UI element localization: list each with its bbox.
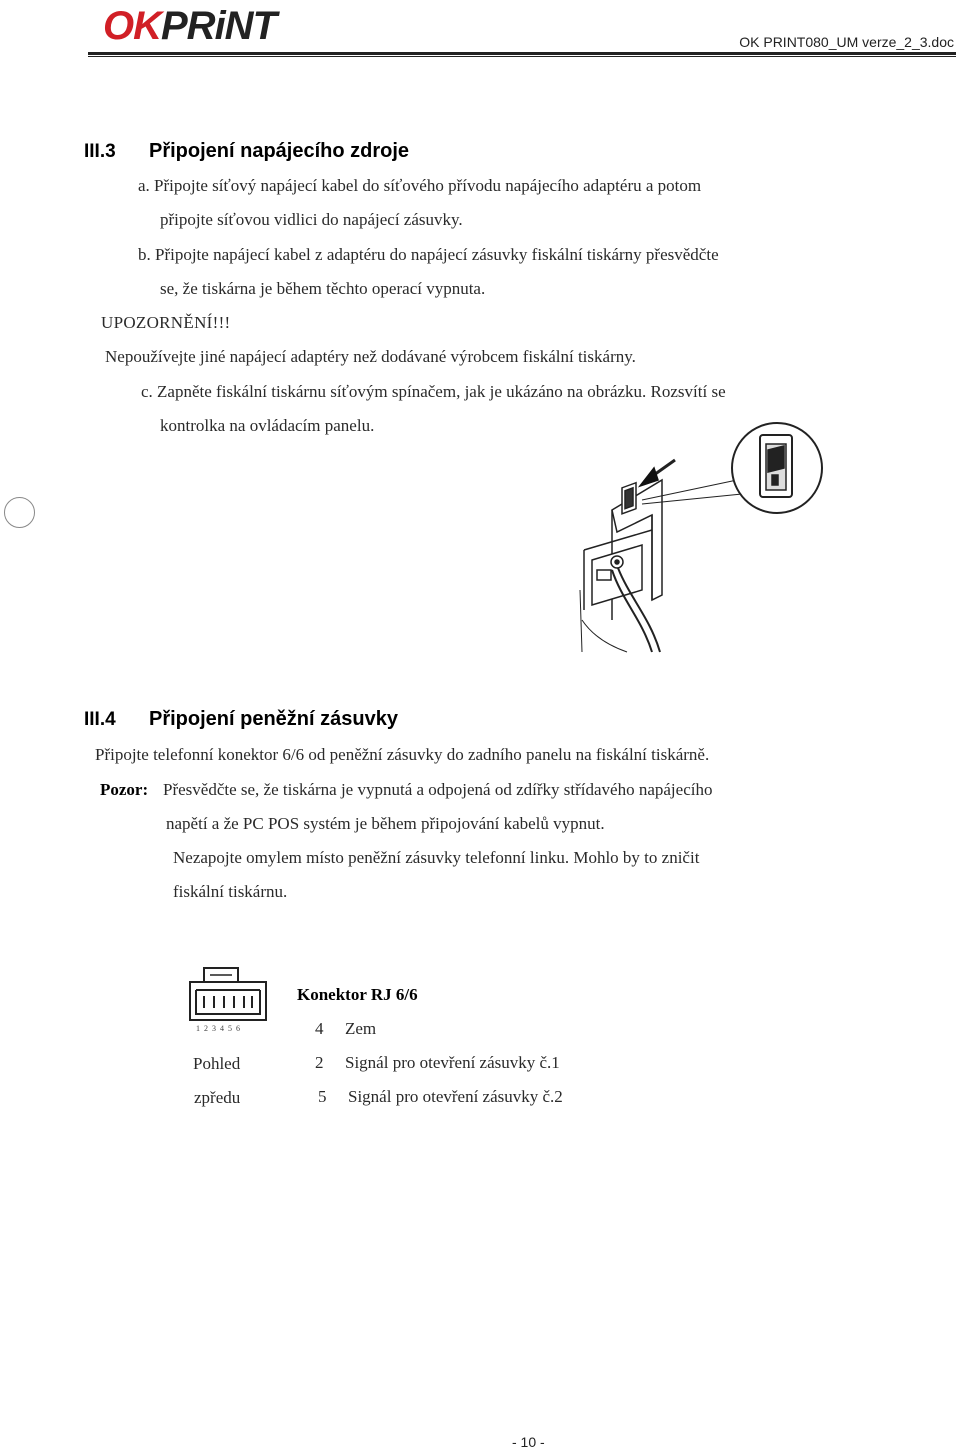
pin-signal: Signál pro otevření zásuvky č.2	[348, 1087, 563, 1106]
view-label-line1: Pohled	[193, 1054, 241, 1073]
page-number: - 10 -	[512, 1434, 545, 1450]
pin-number: 2	[315, 1053, 324, 1072]
section-intro: Připojte telefonní konektor 6/6 od peněžní zásuvky do zadního panelu na fiskální tiskárně.	[95, 745, 710, 764]
note-line4: fiskální tiskárnu.	[173, 882, 288, 901]
step-a-line2: připojte síťovou vidlici do napájecí zásuvky.	[160, 210, 463, 229]
connector-title: Konektor RJ 6/6	[297, 985, 418, 1004]
note-line1: Přesvědčte se, že tiskárna je vypnutá a odpojená od zdířky střídavého napájecího	[163, 780, 713, 799]
pin-signal: Zem	[345, 1019, 377, 1038]
section-title: Připojení napájecího zdroje	[149, 140, 410, 162]
okprint-logo	[103, 4, 303, 44]
step-b-line2: se, že tiskárna je během těchto operací vypnuta.	[160, 279, 486, 298]
view-label-line2: zpředu	[194, 1088, 241, 1107]
step-c-line2: kontrolka na ovládacím panelu.	[160, 416, 375, 435]
document-name: OK PRINT080_UM verze_2_3.doc	[739, 34, 954, 50]
section-number: III.4	[84, 709, 116, 730]
header-rule-thin	[88, 56, 956, 57]
step-a-line1: a. Připojte síťový napájecí kabel do síťového přívodu napájecího adaptéru a potom	[138, 176, 702, 195]
pin-number: 4	[315, 1019, 324, 1038]
margin-circle	[4, 497, 35, 528]
caution-label: UPOZORNĚNÍ!!!	[101, 313, 231, 332]
note-line2: napětí a že PC POS systém je během připojování kabelů vypnut.	[166, 814, 605, 833]
caution-text: Nepoužívejte jiné napájecí adaptéry než dodávané výrobcem fiskální tiskárny.	[105, 347, 636, 366]
step-b-line1: b. Připojte napájecí kabel z adaptéru do napájecí zásuvky fiskální tiskárny přesvědčte	[138, 245, 719, 264]
step-c-line1: c. Zapněte fiskální tiskárnu síťovým spínačem, jak je ukázáno na obrázku. Rozsvítí se	[141, 382, 726, 401]
pin-numbers: 1 2 3 4 5 6	[196, 1024, 241, 1033]
section-title: Připojení peněžní zásuvky	[149, 708, 398, 730]
header-rule	[88, 52, 956, 55]
note-label: Pozor:	[100, 780, 149, 799]
pin-number: 5	[318, 1087, 327, 1106]
note-line3: Nezapojte omylem místo peněžní zásuvky telefonní linku. Mohlo by to zničit	[173, 848, 700, 867]
pin-signal: Signál pro otevření zásuvky č.1	[345, 1053, 560, 1072]
power-switch-illustration	[572, 420, 827, 660]
section-number: III.3	[84, 141, 116, 162]
logo-text: OKPRiNT	[103, 4, 276, 44]
